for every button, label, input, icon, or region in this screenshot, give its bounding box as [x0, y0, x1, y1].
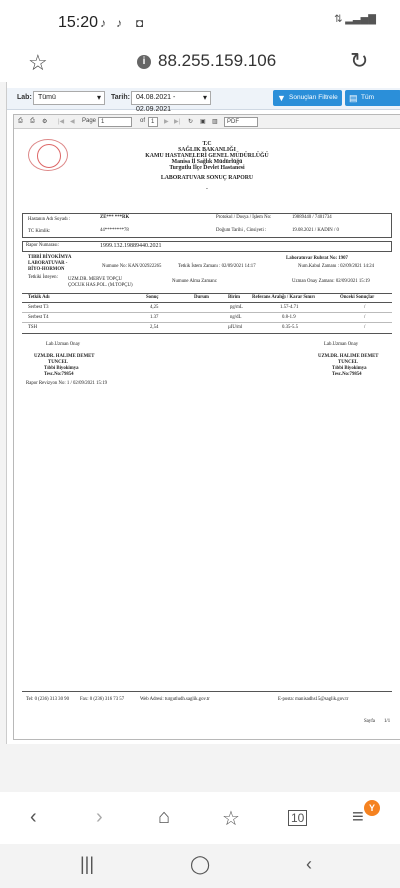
divider	[391, 213, 392, 237]
test-reference: 0.35-5.5	[282, 325, 298, 330]
menu-icon[interactable]: ≡	[352, 806, 364, 828]
test-previous: /	[364, 325, 366, 330]
url-text[interactable]: 88.255.159.106	[158, 51, 277, 70]
divider	[22, 213, 23, 237]
notification-icon: ♪	[116, 16, 122, 30]
doctor-name-right: UZM.DR. HALIME DEMET	[318, 354, 379, 359]
divider	[22, 213, 392, 214]
test-previous: /	[364, 305, 366, 310]
requester: UZM.DR. MERVE TOPÇU	[68, 277, 123, 282]
app-icon: ◘	[136, 16, 144, 30]
protocol-value: 19889440 / 7401734	[292, 215, 332, 220]
viewer-toolbar	[14, 115, 400, 129]
first-page-icon[interactable]: |◀	[58, 119, 65, 125]
header-line-2: SAĞLIK BAKANLIĞI	[178, 147, 236, 153]
of-label: of	[140, 118, 146, 124]
print-icon[interactable]: ⎙	[18, 118, 23, 124]
test-reference: 0.8-1.9	[282, 315, 296, 320]
approval-label-right: Lab.Uzman Onay	[324, 342, 359, 347]
page-number-input[interactable]: 1	[98, 117, 132, 127]
report-viewer	[13, 114, 400, 740]
approve-time: Uzman Onay Zamanı: 02/09/2021 15:19	[292, 279, 370, 284]
tabs-icon[interactable]: 10	[288, 810, 307, 826]
notification-icon: ♪	[100, 16, 106, 30]
col-test-name: Tetkik Adı	[28, 295, 50, 300]
revision-no: Rapor Revizyon No: 1 / 02/09/2021 15:19	[26, 381, 108, 386]
filter-bar	[7, 88, 400, 113]
lab-select[interactable]: Tümü ▾	[33, 91, 105, 105]
lab-label: Lab:	[17, 94, 32, 101]
site-info-icon[interactable]: i	[137, 55, 151, 69]
header-line-4: Manisa İl Sağlık Müdürlüğü	[171, 159, 243, 165]
last-page-icon[interactable]: ▶|	[174, 119, 181, 125]
doctor-title-left: Tıbbi Biyokimya	[44, 366, 79, 371]
doctor-title-right: Tıbbi Biyokimya	[332, 366, 367, 371]
test-result: 4,25	[150, 305, 159, 310]
forward-icon[interactable]: ›	[96, 806, 103, 828]
test-reference: 1.57-4.71	[280, 305, 299, 310]
accept-time: Num.Kabul Zamanı : 02/09/2021 14:24	[298, 264, 375, 269]
tc-value: 44********78	[100, 228, 129, 233]
all-results-label: Tüm	[361, 94, 374, 101]
dob-value: 19.08.2021 / KADIN / 0	[292, 228, 339, 233]
date-label: Tarih:	[111, 94, 130, 101]
dept-line-3: BİYO-HORMON	[28, 267, 65, 272]
reload-icon[interactable]: ↻	[350, 48, 369, 73]
dept-line-1: TIBBİ BİYOKİMYA	[28, 255, 72, 260]
test-name: Serbest T3	[28, 305, 49, 310]
total-pages: 1	[148, 117, 158, 127]
sample-time: Numune Alma Zamanı:	[172, 279, 218, 284]
system-nav-bar	[0, 844, 400, 888]
home-button-icon[interactable]: ◯	[190, 854, 211, 874]
doctor-reg-right: Tesc.No:79854	[332, 372, 362, 377]
save-icon[interactable]: ▣	[200, 119, 206, 125]
footer-fax: Fax: 0 (236) 316 73 57	[80, 697, 125, 702]
patient-name-label: Hastanın Adı Soyadı :	[28, 217, 71, 222]
filter-results-label: Sonuçları Filtrele	[289, 94, 338, 101]
divider	[22, 322, 392, 323]
test-unit: ng/dL	[230, 315, 242, 320]
export-icon[interactable]: ▥	[212, 119, 218, 125]
test-result: 2,54	[150, 325, 159, 330]
page-label: Page	[82, 118, 97, 124]
prev-page-icon[interactable]: ◀	[70, 119, 75, 125]
next-page-icon[interactable]: ▶	[164, 119, 169, 125]
date-select[interactable]: 04.08.2021 - 02.09.2021 ▾	[131, 91, 211, 105]
requester-dept: ÇOCUK HAS.POL. (M.TOPÇU)	[68, 283, 133, 288]
report-no-label: Rapor Numarası:	[26, 243, 59, 248]
divider	[22, 241, 392, 242]
footer-tel: Tel: 0 (236) 313 30 90	[26, 697, 69, 702]
divider	[22, 302, 392, 303]
col-reference: Referans Aralığı / Karar Sınırı	[252, 295, 315, 300]
test-name: Serbest T4	[28, 315, 49, 320]
divider	[22, 251, 392, 252]
test-name: TSH	[28, 325, 38, 330]
doctor-name-left: UZM.DR. HALIME DEMET	[34, 354, 95, 359]
filter-results-button[interactable]	[273, 90, 342, 106]
all-results-button[interactable]	[345, 90, 400, 106]
divider	[22, 237, 392, 238]
col-status: Durum	[194, 295, 209, 300]
approval-label-left: Lab.Uzman Onay	[46, 342, 81, 347]
divider	[22, 691, 392, 692]
recent-apps-icon[interactable]: |||	[80, 854, 95, 874]
header-line-5: Turgutlu İlçe Devlet Hastanesi	[169, 165, 245, 171]
requester-label: Tetkiki İsteyen:	[28, 275, 58, 280]
print-icon[interactable]: ⎙	[30, 118, 35, 124]
divider	[22, 333, 392, 334]
notification-badge: Y	[364, 800, 380, 816]
export-format-select[interactable]: PDF	[224, 117, 258, 127]
divider	[22, 312, 392, 313]
sample-no: Numune No: KAN/202922265	[102, 264, 162, 269]
header-line-3: KAMU HASTANELERİ GENEL MÜDÜRLÜĞÜ	[145, 153, 269, 159]
refresh-icon[interactable]: ↻	[188, 119, 194, 125]
request-time: Tetkik İstem Zamanı : 02/09/2021 14:17	[178, 264, 256, 269]
tc-label: TC Kimlik:	[28, 229, 51, 234]
bookmarks-icon[interactable]: ☆	[222, 808, 240, 830]
report-title: LABORATUVAR SONUÇ RAPORU	[160, 175, 254, 181]
address-bar	[0, 44, 400, 82]
header-line-1: T.C	[202, 141, 212, 147]
page-value-report: 1/1	[384, 719, 391, 724]
status-bar	[0, 0, 400, 44]
back-icon[interactable]: ‹	[30, 806, 37, 828]
divider	[22, 293, 392, 294]
footer-email: E-posta: manisadhs15@saglik.gov.tr	[278, 697, 349, 702]
dob-label: Doğum Tarihi , Cinsiyeti :	[216, 228, 267, 233]
header-dot: .	[206, 185, 208, 191]
lab-protocol-no: Laboratuvar Rubrat No: 1907	[286, 256, 348, 261]
patient-name: ZE*** ***RK	[100, 215, 130, 220]
filter-icon: ▼	[277, 93, 286, 103]
back-button-icon[interactable]: ‹	[306, 854, 312, 874]
test-unit: pg/mL	[230, 305, 243, 310]
test-result: 1.37	[150, 315, 159, 320]
status-time: 15:20	[58, 14, 99, 31]
signal-icon: ⇅ ▂▃▅▇	[334, 14, 376, 25]
page-label-report: Sayfa	[364, 719, 375, 724]
doctor-surname-left: TUNCEL	[48, 360, 68, 365]
col-previous: Önceki Sonuçlar	[340, 295, 375, 300]
dept-line-2: LABORATUVAR -	[28, 261, 68, 266]
page-content	[6, 82, 400, 744]
test-unit: µIU/ml	[228, 325, 243, 330]
col-unit: Birim	[228, 295, 240, 300]
bookmark-star-icon[interactable]: ☆	[28, 50, 48, 75]
document-icon: ▤	[349, 93, 358, 103]
col-result: Sonuç	[146, 295, 159, 300]
report-no: 1999.132.19889440.2021	[100, 243, 162, 249]
doctor-surname-right: TUNCEL	[338, 360, 358, 365]
divider	[391, 241, 392, 251]
settings-icon[interactable]: ⚙	[42, 119, 48, 125]
test-previous: /	[364, 315, 366, 320]
divider	[22, 241, 23, 251]
home-icon[interactable]: ⌂	[158, 806, 171, 828]
lab-report-document	[22, 135, 392, 735]
doctor-reg-left: Tesc.No:79854	[44, 372, 74, 377]
browser-bottom-nav	[0, 792, 400, 844]
footer-web: Web Adresi: turgutludh.saglik.gov.tr	[140, 697, 210, 702]
protocol-label: Protokol / Dosya / İşlem No:	[216, 215, 272, 220]
